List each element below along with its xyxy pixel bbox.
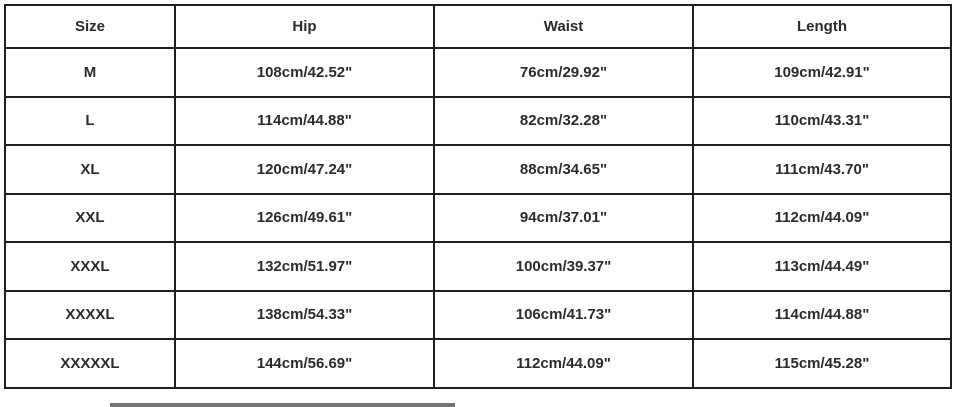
size-cell: XXXL bbox=[5, 242, 175, 291]
column-header-length: Length bbox=[693, 5, 951, 48]
waist-cell: 82cm/32.28" bbox=[434, 97, 693, 146]
table-row bbox=[5, 291, 951, 340]
size-cell: XL bbox=[5, 145, 175, 194]
size-cell: M bbox=[5, 48, 175, 97]
header-row bbox=[5, 5, 951, 48]
waist-cell: 100cm/39.37" bbox=[434, 242, 693, 291]
bottom-partial-strip bbox=[110, 403, 455, 407]
hip-cell: 120cm/47.24" bbox=[175, 145, 434, 194]
size-cell: XXXXL bbox=[5, 291, 175, 340]
length-cell: 113cm/44.49" bbox=[693, 242, 951, 291]
size-chart-table bbox=[4, 4, 952, 389]
waist-cell: 76cm/29.92" bbox=[434, 48, 693, 97]
length-cell: 110cm/43.31" bbox=[693, 97, 951, 146]
length-cell: 111cm/43.70" bbox=[693, 145, 951, 194]
hip-cell: 138cm/54.33" bbox=[175, 291, 434, 340]
waist-cell: 106cm/41.73" bbox=[434, 291, 693, 340]
hip-cell: 108cm/42.52" bbox=[175, 48, 434, 97]
hip-cell: 114cm/44.88" bbox=[175, 97, 434, 146]
column-header-size: Size bbox=[5, 5, 175, 48]
column-header-hip: Hip bbox=[175, 5, 434, 48]
table-row bbox=[5, 48, 951, 97]
length-cell: 114cm/44.88" bbox=[693, 291, 951, 340]
size-cell: XXL bbox=[5, 194, 175, 243]
size-cell: L bbox=[5, 97, 175, 146]
table-row bbox=[5, 145, 951, 194]
hip-cell: 144cm/56.69" bbox=[175, 339, 434, 388]
table-body bbox=[5, 48, 951, 388]
table-row bbox=[5, 194, 951, 243]
table-row bbox=[5, 339, 951, 388]
table-header bbox=[5, 5, 951, 48]
table-row bbox=[5, 242, 951, 291]
table-row bbox=[5, 97, 951, 146]
hip-cell: 132cm/51.97" bbox=[175, 242, 434, 291]
waist-cell: 112cm/44.09" bbox=[434, 339, 693, 388]
length-cell: 109cm/42.91" bbox=[693, 48, 951, 97]
length-cell: 112cm/44.09" bbox=[693, 194, 951, 243]
waist-cell: 94cm/37.01" bbox=[434, 194, 693, 243]
column-header-waist: Waist bbox=[434, 5, 693, 48]
waist-cell: 88cm/34.65" bbox=[434, 145, 693, 194]
length-cell: 115cm/45.28" bbox=[693, 339, 951, 388]
hip-cell: 126cm/49.61" bbox=[175, 194, 434, 243]
size-cell: XXXXXL bbox=[5, 339, 175, 388]
